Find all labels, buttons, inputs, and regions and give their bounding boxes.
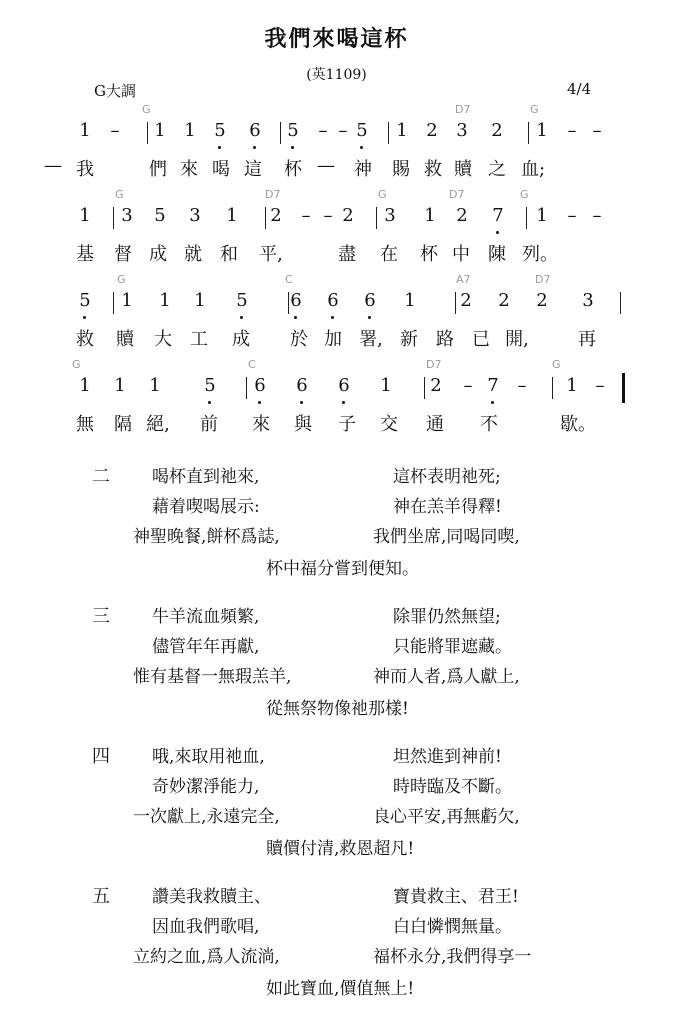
barline bbox=[424, 377, 425, 399]
chord-symbol: D7 bbox=[535, 273, 551, 286]
note-number bbox=[420, 205, 440, 226]
verse-line: 除罪仍然無望; bbox=[393, 607, 501, 627]
note-number bbox=[150, 205, 170, 226]
note-digit: 1 bbox=[149, 375, 161, 396]
note-number bbox=[562, 375, 582, 396]
lyric-syllable: 成 bbox=[232, 329, 250, 350]
key-signature: G大調 bbox=[94, 82, 136, 100]
chord-symbol: D7 bbox=[449, 188, 465, 201]
octave-dot bbox=[83, 316, 86, 319]
note-number bbox=[266, 205, 286, 226]
final-barline bbox=[622, 373, 625, 403]
verse-line: 惟有基督一無瑕羔羊, bbox=[133, 667, 292, 687]
note-number bbox=[352, 120, 372, 141]
note-dash: – bbox=[110, 120, 120, 141]
note-number bbox=[200, 375, 220, 396]
lyric-syllable: 救 bbox=[76, 329, 94, 350]
note-number bbox=[210, 120, 230, 141]
octave-dot bbox=[360, 146, 363, 149]
note-dash: – bbox=[323, 205, 333, 226]
note-number bbox=[488, 205, 508, 226]
note-digit: 1 bbox=[154, 120, 166, 141]
note-digit: 1 bbox=[226, 205, 238, 226]
chord-symbol: G bbox=[115, 188, 124, 201]
note-digit: 3 bbox=[189, 205, 201, 226]
note-number bbox=[494, 290, 514, 311]
note-digit: 6 bbox=[249, 120, 261, 141]
note-digit: 2 bbox=[536, 290, 548, 311]
verse-line: 良心平安,再無虧欠, bbox=[373, 807, 520, 827]
lyric-syllable: 贖 bbox=[116, 329, 134, 350]
note-digit: 6 bbox=[338, 375, 350, 396]
barline bbox=[388, 122, 389, 144]
lyric-syllable: 新 bbox=[400, 329, 418, 350]
note-number bbox=[292, 375, 312, 396]
chord-symbol: G bbox=[552, 358, 561, 371]
note-dash: – bbox=[338, 120, 348, 141]
lyric-syllable: 已 bbox=[472, 329, 490, 350]
note-number bbox=[283, 120, 303, 141]
note-number bbox=[578, 290, 598, 311]
lyric-syllable: — bbox=[317, 155, 335, 176]
note-number bbox=[426, 375, 446, 396]
note-number bbox=[487, 120, 507, 141]
barline bbox=[246, 377, 247, 399]
lyric-syllable: 救 bbox=[424, 159, 442, 180]
lyric-syllable: 喝 bbox=[212, 159, 230, 180]
note-dash: – bbox=[567, 120, 577, 141]
note-digit: 5 bbox=[79, 290, 91, 311]
note-digit: 6 bbox=[290, 290, 302, 311]
lyric-syllable: 賜 bbox=[392, 159, 410, 180]
lyric-syllable: 加 bbox=[324, 329, 342, 350]
octave-dot bbox=[331, 316, 334, 319]
note-digit: 1 bbox=[396, 120, 408, 141]
note-number bbox=[145, 375, 165, 396]
chord-symbol: G bbox=[530, 103, 539, 116]
lyric-syllable: 再 bbox=[578, 329, 596, 350]
note-dash: – bbox=[517, 375, 527, 396]
note-digit: 1 bbox=[121, 290, 133, 311]
note-digit: 1 bbox=[566, 375, 578, 396]
octave-dot bbox=[368, 316, 371, 319]
note-digit: 6 bbox=[254, 375, 266, 396]
note-number bbox=[338, 205, 358, 226]
note-number bbox=[456, 290, 476, 311]
lyric-syllable: 通 bbox=[426, 414, 444, 435]
note-dash: – bbox=[567, 205, 577, 226]
octave-dot bbox=[491, 401, 494, 404]
verse-number: 三 bbox=[92, 606, 110, 627]
verse-number: 二 bbox=[92, 466, 110, 487]
lyric-syllable: 交 bbox=[380, 414, 398, 435]
note-number bbox=[323, 290, 343, 311]
note-number bbox=[380, 205, 400, 226]
note-digit: 2 bbox=[426, 120, 438, 141]
octave-dot bbox=[291, 146, 294, 149]
verse-line: 神聖晚餐,餅杯爲誌, bbox=[133, 527, 280, 547]
lyric-syllable: 路 bbox=[436, 329, 454, 350]
lyric-syllable: 列。 bbox=[522, 244, 558, 265]
hymn-number: (英1109) bbox=[306, 67, 367, 83]
note-digit: 1 bbox=[380, 375, 392, 396]
lyric-syllable: 之 bbox=[488, 159, 506, 180]
note-number bbox=[185, 205, 205, 226]
verse-line: 時時臨及不斷。 bbox=[393, 777, 512, 797]
verse-line: 讚美我救贖主、 bbox=[152, 887, 271, 907]
note-digit: 1 bbox=[79, 120, 91, 141]
note-number bbox=[180, 120, 200, 141]
chord-symbol: G bbox=[72, 358, 81, 371]
lyric-syllable: 基 bbox=[76, 244, 94, 265]
lyric-syllable: 和 bbox=[220, 244, 238, 265]
chord-symbol: A7 bbox=[456, 273, 471, 286]
barline bbox=[526, 207, 527, 229]
lyric-syllable: 大 bbox=[154, 329, 172, 350]
note-digit: 5 bbox=[287, 120, 299, 141]
note-number bbox=[250, 375, 270, 396]
note-digit: 6 bbox=[296, 375, 308, 396]
note-number bbox=[75, 375, 95, 396]
lyric-syllable: 歇。 bbox=[560, 414, 596, 435]
lyric-syllable: 來 bbox=[180, 159, 198, 180]
octave-dot bbox=[240, 316, 243, 319]
barline bbox=[620, 292, 621, 314]
octave-dot bbox=[342, 401, 345, 404]
note-dash: – bbox=[592, 205, 602, 226]
verse-line: 神在羔羊得釋! bbox=[393, 497, 502, 517]
octave-dot bbox=[258, 401, 261, 404]
verse-line: 如此寶血,價值無上! bbox=[266, 979, 415, 999]
note-number bbox=[422, 120, 442, 141]
chord-symbol: D7 bbox=[426, 358, 442, 371]
verse-line: 坦然進到神前! bbox=[393, 747, 502, 767]
note-number bbox=[286, 290, 306, 311]
note-digit: 7 bbox=[492, 205, 504, 226]
note-number bbox=[392, 120, 412, 141]
note-digit: 1 bbox=[194, 290, 206, 311]
note-digit: 2 bbox=[342, 205, 354, 226]
verse-line: 贖價付清,救恩超凡! bbox=[266, 839, 415, 859]
note-number bbox=[150, 120, 170, 141]
note-digit: 1 bbox=[184, 120, 196, 141]
lyric-syllable: 杯 bbox=[420, 244, 438, 265]
note-number bbox=[75, 290, 95, 311]
verse-line: 立約之血,爲人流淌, bbox=[133, 947, 280, 967]
note-number bbox=[232, 290, 252, 311]
lyric-syllable: 陳 bbox=[488, 244, 506, 265]
lyric-syllable: — bbox=[44, 155, 62, 176]
note-digit: 5 bbox=[236, 290, 248, 311]
note-number bbox=[400, 290, 420, 311]
verse-line: 杯中福分嘗到便知。 bbox=[266, 559, 419, 579]
verse-line: 奇妙潔淨能力, bbox=[152, 777, 260, 797]
note-digit: 2 bbox=[456, 205, 468, 226]
chord-symbol: G bbox=[142, 103, 151, 116]
verse-line: 藉着喫喝展示: bbox=[152, 497, 260, 517]
note-number bbox=[483, 375, 503, 396]
note-digit: 1 bbox=[424, 205, 436, 226]
octave-dot bbox=[208, 401, 211, 404]
lyric-syllable: 血; bbox=[520, 159, 546, 180]
note-digit: 1 bbox=[79, 375, 91, 396]
lyric-syllable: 盡 bbox=[338, 244, 356, 265]
lyric-syllable: 神 bbox=[354, 159, 372, 180]
note-number bbox=[532, 290, 552, 311]
verse-line: 儘管年年再獻, bbox=[152, 637, 260, 657]
note-digit: 2 bbox=[430, 375, 442, 396]
note-number bbox=[532, 205, 552, 226]
note-number bbox=[245, 120, 265, 141]
note-number bbox=[190, 290, 210, 311]
time-signature: 4/4 bbox=[567, 80, 592, 98]
note-digit: 5 bbox=[154, 205, 166, 226]
lyric-syllable: 中 bbox=[452, 244, 470, 265]
note-number bbox=[334, 375, 354, 396]
note-digit: 3 bbox=[582, 290, 594, 311]
lyric-syllable: 開, bbox=[505, 329, 529, 350]
lyric-syllable: 在 bbox=[380, 244, 398, 265]
note-dash: – bbox=[592, 120, 602, 141]
note-dash: – bbox=[463, 375, 473, 396]
verse-line: 福杯永分,我們得享一 bbox=[373, 947, 532, 967]
barline bbox=[552, 377, 553, 399]
note-digit: 5 bbox=[214, 120, 226, 141]
note-dash: – bbox=[595, 375, 605, 396]
lyric-syllable: 署, bbox=[359, 329, 383, 350]
lyric-syllable: 這 bbox=[244, 159, 262, 180]
note-digit: 6 bbox=[364, 290, 376, 311]
lyric-syllable: 督 bbox=[114, 244, 132, 265]
barline bbox=[528, 122, 529, 144]
octave-dot bbox=[496, 231, 499, 234]
verse-line: 這杯表明祂死; bbox=[393, 467, 501, 487]
note-digit: 2 bbox=[460, 290, 472, 311]
note-number bbox=[452, 205, 472, 226]
note-number bbox=[155, 290, 175, 311]
note-digit: 2 bbox=[498, 290, 510, 311]
octave-dot bbox=[218, 146, 221, 149]
note-number bbox=[376, 375, 396, 396]
note-number bbox=[110, 375, 130, 396]
verse-line: 白白憐憫無量。 bbox=[393, 917, 512, 937]
chord-symbol: G bbox=[520, 188, 529, 201]
note-digit: 3 bbox=[456, 120, 468, 141]
note-digit: 1 bbox=[536, 205, 548, 226]
note-number bbox=[532, 120, 552, 141]
lyric-syllable: 平, bbox=[259, 244, 283, 265]
note-number bbox=[222, 205, 242, 226]
barline bbox=[147, 122, 148, 144]
note-digit: 2 bbox=[491, 120, 503, 141]
lyric-syllable: 成 bbox=[149, 244, 167, 265]
lyric-syllable: 子 bbox=[338, 414, 356, 435]
lyric-syllable: 們 bbox=[149, 159, 167, 180]
lyric-syllable: 就 bbox=[184, 244, 202, 265]
verse-number: 四 bbox=[92, 746, 110, 767]
octave-dot bbox=[300, 401, 303, 404]
note-dash: – bbox=[301, 205, 311, 226]
verse-line: 一次獻上,永遠完全, bbox=[133, 807, 280, 827]
barline bbox=[280, 122, 281, 144]
note-digit: 1 bbox=[79, 205, 91, 226]
barline bbox=[376, 207, 377, 229]
lyric-syllable: 與 bbox=[294, 414, 312, 435]
note-number bbox=[75, 120, 95, 141]
note-digit: 6 bbox=[327, 290, 339, 311]
verse-line: 寶貴救主、君王! bbox=[393, 887, 519, 907]
note-number bbox=[360, 290, 380, 311]
note-digit: 5 bbox=[356, 120, 368, 141]
lyric-syllable: 絕, bbox=[146, 414, 170, 435]
note-number bbox=[75, 205, 95, 226]
verse-line: 從無祭物像祂那樣! bbox=[266, 699, 409, 719]
verse-line: 因血我們歌唱, bbox=[152, 917, 260, 937]
verse-line: 牛羊流血頻繁, bbox=[152, 607, 260, 627]
note-digit: 3 bbox=[121, 205, 133, 226]
chord-symbol: D7 bbox=[455, 103, 471, 116]
lyric-syllable: 來 bbox=[252, 414, 270, 435]
barline bbox=[113, 207, 114, 229]
chord-symbol: D7 bbox=[265, 188, 281, 201]
verse-line: 只能將罪遮藏。 bbox=[393, 637, 512, 657]
note-digit: 2 bbox=[270, 205, 282, 226]
verse-line: 神而人者,爲人獻上, bbox=[373, 667, 520, 687]
lyric-syllable: 杯 bbox=[284, 159, 302, 180]
note-number bbox=[117, 290, 137, 311]
octave-dot bbox=[253, 146, 256, 149]
lyric-syllable: 不 bbox=[480, 414, 498, 435]
lyric-syllable: 贖 bbox=[454, 159, 472, 180]
lyric-syllable: 工 bbox=[190, 329, 208, 350]
octave-dot bbox=[294, 316, 297, 319]
verse-line: 我們坐席,同喝同喫, bbox=[373, 527, 520, 547]
lyric-syllable: 隔 bbox=[114, 414, 132, 435]
note-digit: 1 bbox=[114, 375, 126, 396]
hymn-title: 我們來喝這杯 bbox=[264, 27, 409, 52]
note-digit: 1 bbox=[404, 290, 416, 311]
note-digit: 1 bbox=[536, 120, 548, 141]
note-digit: 3 bbox=[384, 205, 396, 226]
note-digit: 7 bbox=[487, 375, 499, 396]
lyric-syllable: 前 bbox=[200, 414, 218, 435]
barline bbox=[113, 292, 114, 314]
verse-number: 五 bbox=[92, 886, 110, 907]
note-digit: 5 bbox=[204, 375, 216, 396]
note-number bbox=[452, 120, 472, 141]
note-dash: – bbox=[318, 120, 328, 141]
chord-symbol: G bbox=[378, 188, 387, 201]
lyric-syllable: 於 bbox=[290, 329, 308, 350]
verse-line: 喝杯直到祂來, bbox=[152, 467, 260, 487]
lyric-syllable: 我 bbox=[76, 159, 94, 180]
chord-symbol: C bbox=[248, 358, 256, 371]
note-number bbox=[117, 205, 137, 226]
chord-symbol: C bbox=[285, 273, 293, 286]
chord-symbol: G bbox=[117, 273, 126, 286]
lyric-syllable: 無 bbox=[76, 414, 94, 435]
note-digit: 1 bbox=[159, 290, 171, 311]
verse-line: 哦,來取用祂血, bbox=[152, 747, 265, 767]
